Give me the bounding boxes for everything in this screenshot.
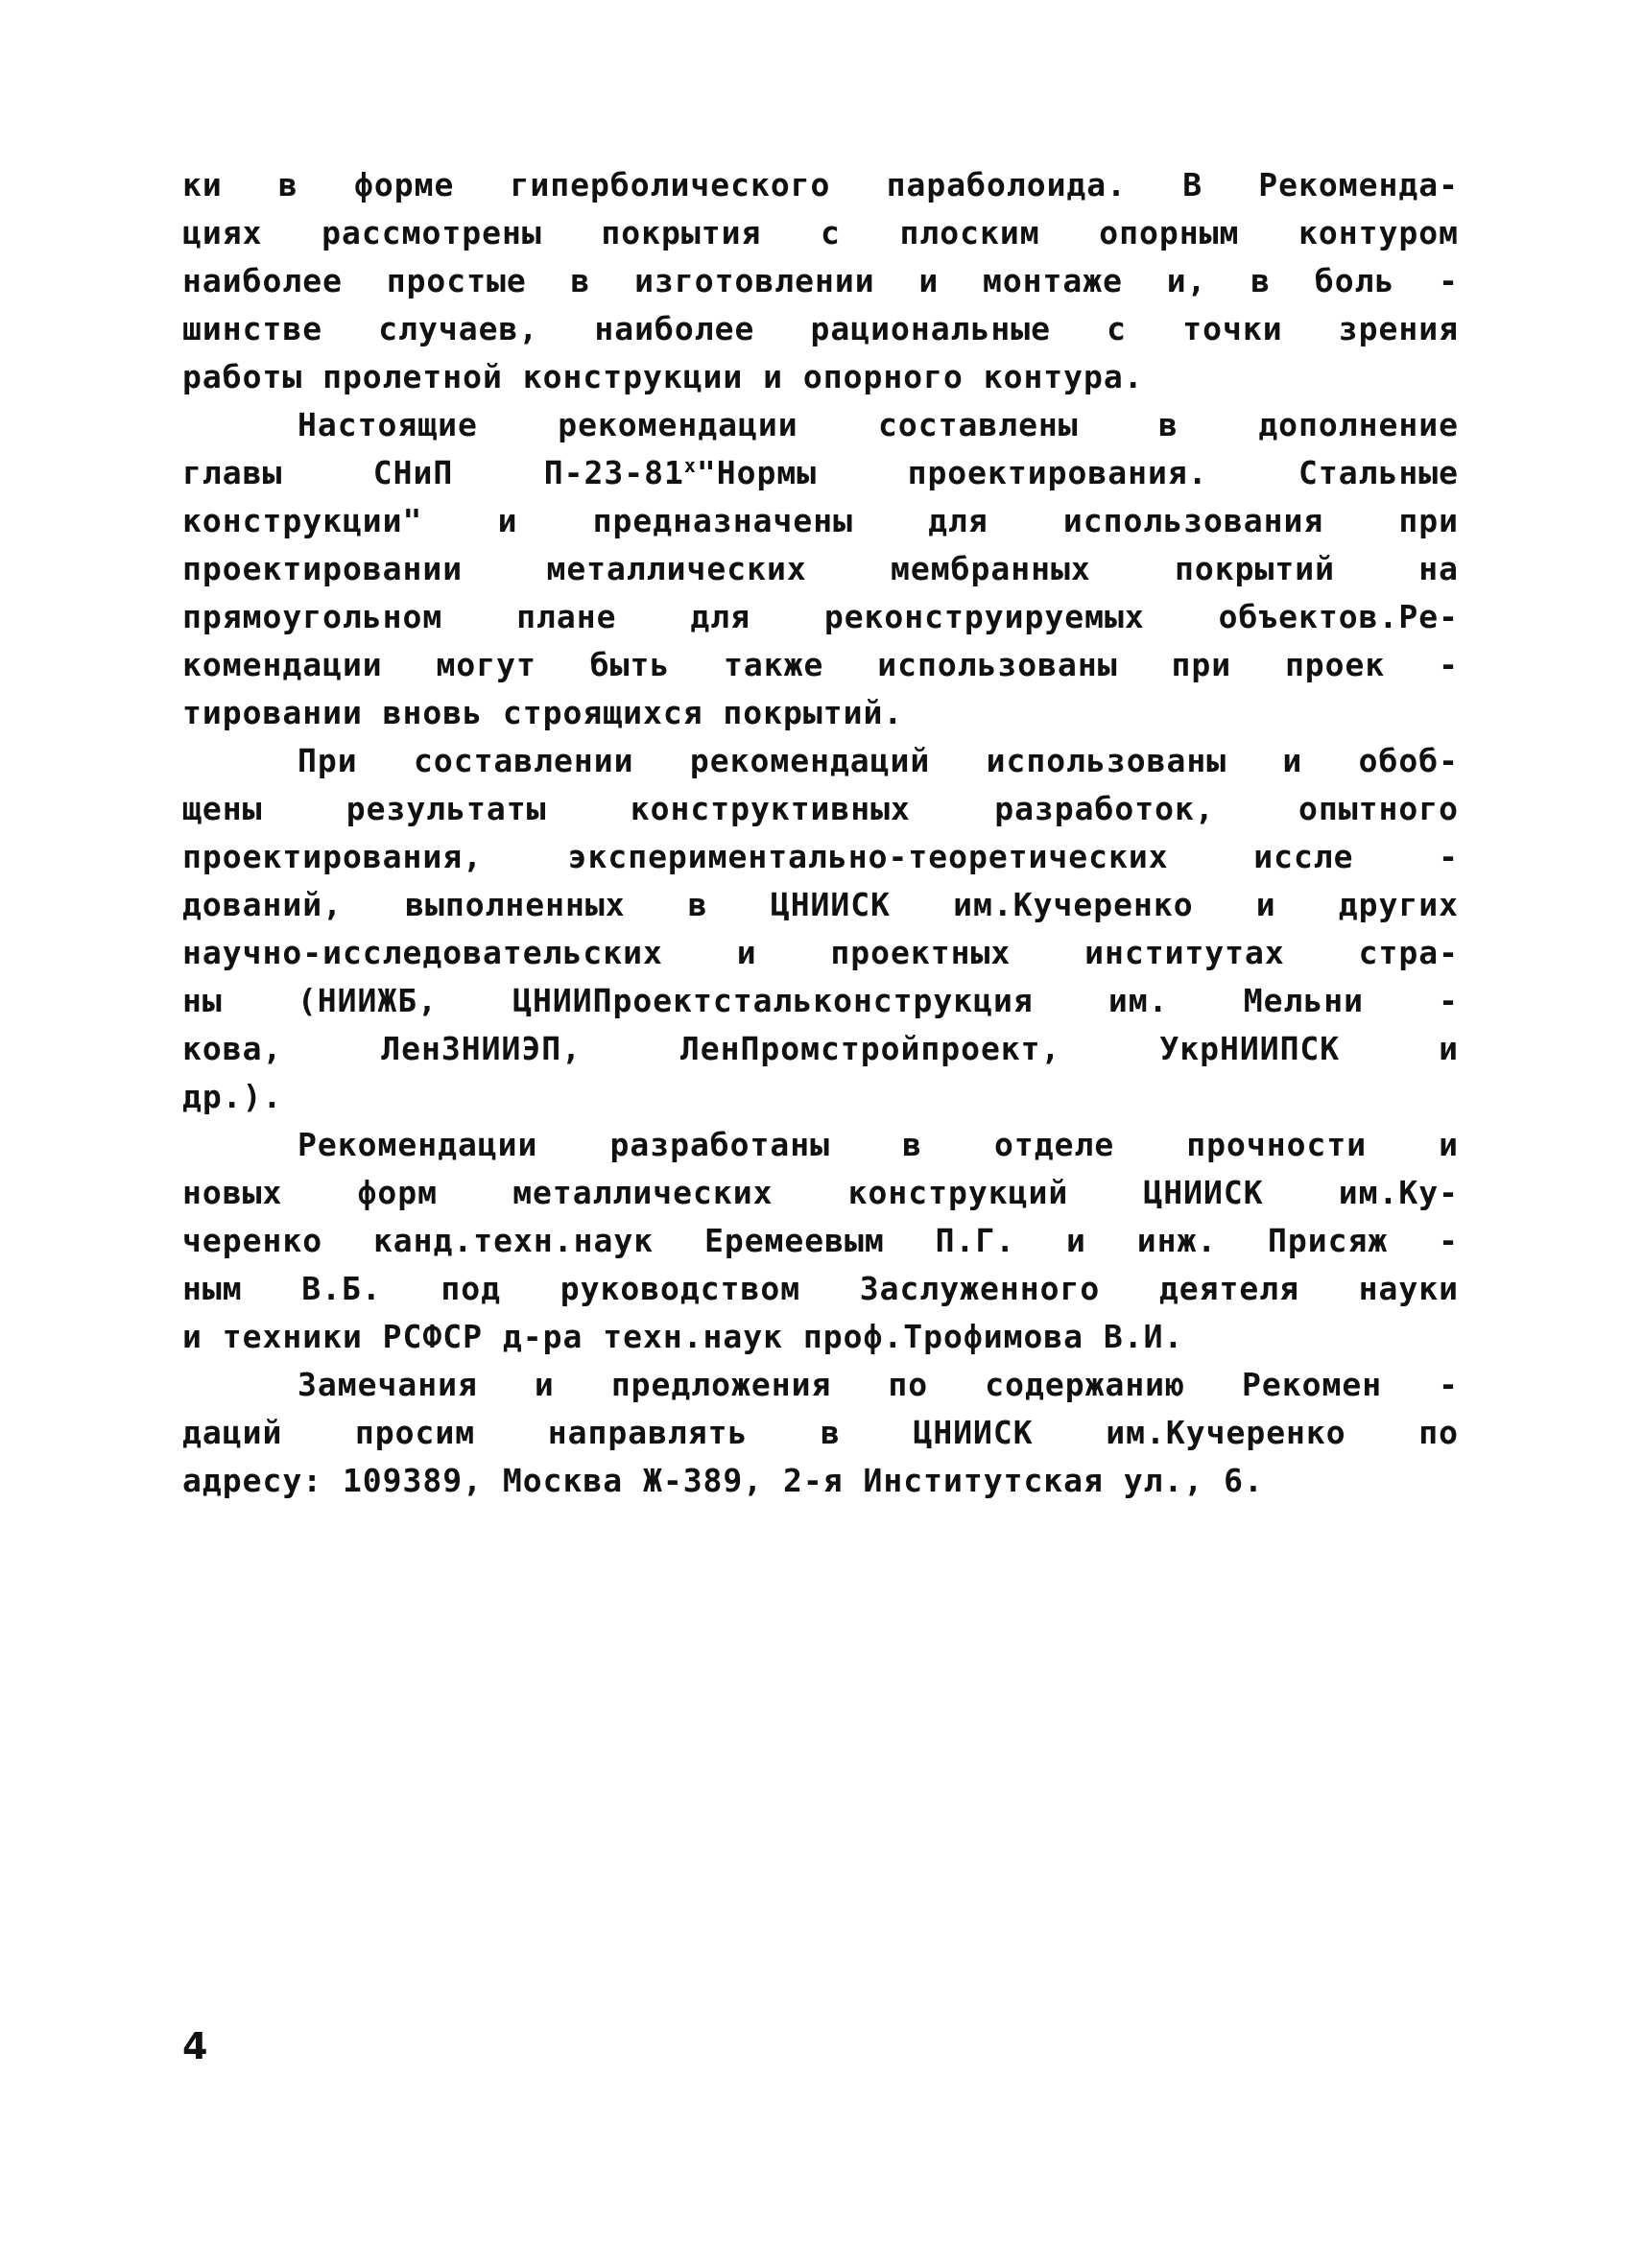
footnote-mark: x bbox=[683, 454, 697, 477]
text-line: работы пролетной конструкции и опорного контура. bbox=[182, 358, 1144, 395]
body-text bbox=[182, 161, 1459, 1505]
text-line: щены результаты конструктивных разработок, опытного bbox=[182, 790, 1459, 827]
text-line: др.). bbox=[182, 1078, 283, 1115]
paragraph-2 bbox=[182, 401, 1459, 737]
text-line: Настоящие рекомендации составлены в дополнение bbox=[298, 406, 1459, 443]
text-line: наиболее простые в изготовлении и монтаже и, в боль - bbox=[182, 262, 1459, 299]
text-line: даций просим направлять в ЦНИИСК им.Кучеренко по bbox=[182, 1414, 1459, 1451]
text-line: Замечания и предложения по содержанию Рекомен - bbox=[298, 1366, 1459, 1403]
text-line: проектировании металлических мембранных покрытий на bbox=[182, 550, 1459, 587]
paragraph-1 bbox=[182, 161, 1459, 401]
text-line: адресу: 109389, Москва Ж-389, 2-я Институтская ул., 6. bbox=[182, 1462, 1264, 1499]
text-line: и техники РСФСР д-ра техн.наук проф.Трофимова В.И. bbox=[182, 1318, 1184, 1355]
text-line: новых форм металлических конструкций ЦНИИСК им.Ку- bbox=[182, 1174, 1459, 1211]
text-line: Рекомендации разработаны в отделе прочности и bbox=[298, 1126, 1459, 1163]
text-line: дований, выполненных в ЦНИИСК им.Кучеренко и других bbox=[182, 886, 1459, 923]
text-line: черенко канд.техн.наук Еремеевым П.Г. и инж. Присяж - bbox=[182, 1222, 1459, 1259]
paragraph-5 bbox=[182, 1361, 1459, 1505]
text-line: ки в форме гиперболического параболоида. В Рекоменда- bbox=[182, 166, 1459, 203]
snip-reference: главы СНиП П-23-81 bbox=[182, 454, 684, 491]
text-line: ным В.Б. под руководством Заслуженного деятеля науки bbox=[182, 1270, 1459, 1307]
text-line-with-footnote bbox=[182, 449, 1459, 497]
text-line: ны (НИИЖБ, ЦНИИПроектстальконструкция им. Мельни - bbox=[182, 982, 1459, 1019]
text-line: кова, ЛенЗНИИЭП, ЛенПромстройпроект, УкрНИИПСК и bbox=[182, 1030, 1459, 1067]
text-line: проектирования, экспериментально-теоретических иссле - bbox=[182, 838, 1459, 875]
text-line: прямоугольном плане для реконструируемых объектов.Ре- bbox=[182, 598, 1459, 635]
text-line: шинстве случаев, наиболее рациональные с точки зрения bbox=[182, 310, 1459, 347]
text-line: научно-исследовательских и проектных институтах стра- bbox=[182, 934, 1459, 971]
page-number: 4 bbox=[182, 2025, 208, 2067]
paragraph-4 bbox=[182, 1121, 1459, 1361]
norms-title-start: "Нормы проектирования. Стальные bbox=[696, 454, 1459, 491]
text-line: циях рассмотрены покрытия с плоским опорным контуром bbox=[182, 214, 1459, 251]
paragraph-3 bbox=[182, 737, 1459, 1121]
text-line: комендации могут быть также использованы при проек - bbox=[182, 646, 1459, 683]
text-line: При составлении рекомендаций использованы и обоб- bbox=[298, 742, 1459, 779]
text-line: конструкции" и предназначены для использования при bbox=[182, 502, 1459, 539]
text-line: тировании вновь строящихся покрытий. bbox=[182, 694, 904, 731]
